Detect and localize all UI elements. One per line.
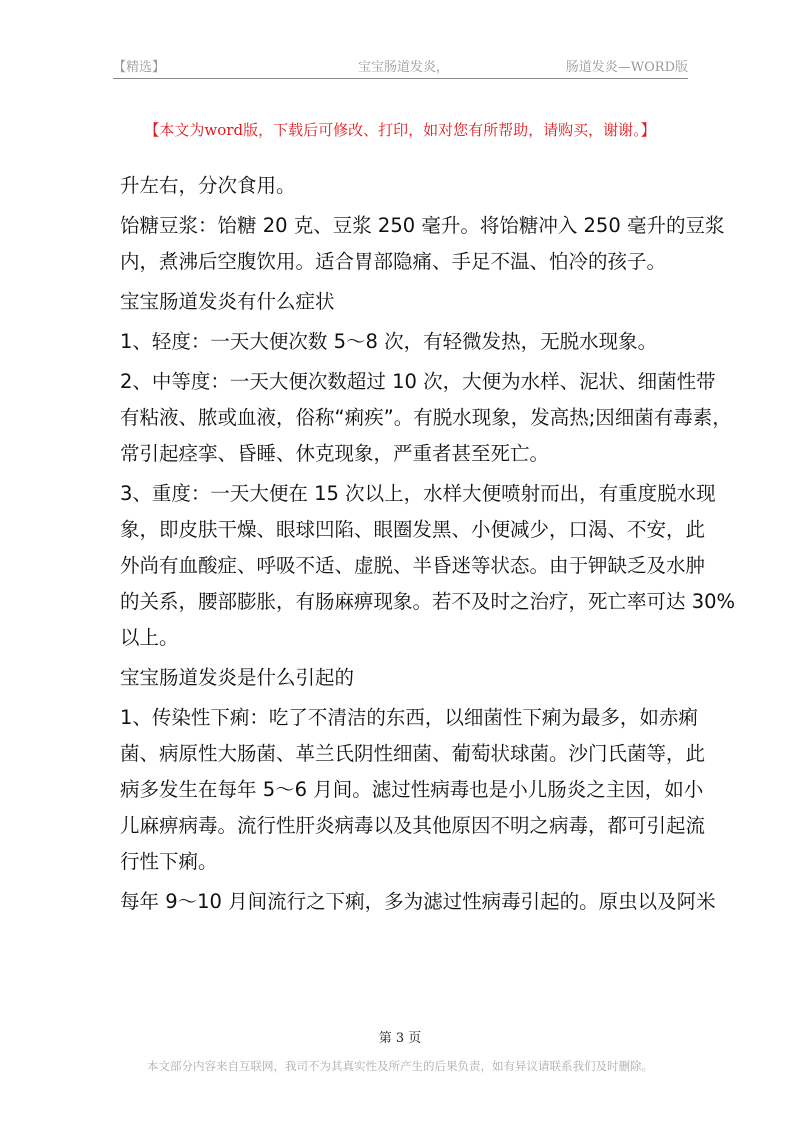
- page-header: [113, 56, 688, 76]
- header-right: 肠道发炎—WORD版: [565, 60, 688, 75]
- paragraph: [120, 324, 680, 360]
- text-line: 2、中等度：一天大便次数超过 10 次，大便为水样、泥状、细菌性带: [120, 370, 716, 393]
- text-line: 病多发生在每年 5～6 月间。滤过性病毒也是小儿肠炎之主因，如小: [120, 778, 704, 801]
- paragraph: [120, 284, 680, 320]
- document-body: [120, 168, 736, 920]
- text-line: 儿麻痹病毒。流行性肝炎病毒以及其他原因不明之病毒，都可引起流: [120, 814, 706, 837]
- header-divider: [113, 78, 688, 79]
- word-notice: 【本文为word版，下载后可修改、打印，如对您有所帮助，请购买，谢谢。】: [144, 121, 656, 139]
- text-line: 以上。: [120, 626, 179, 649]
- paragraph: [120, 884, 716, 920]
- page-number: 第 3 页: [378, 1031, 422, 1046]
- text-line: 常引起痉挛、昏睡、休克现象，严重者甚至死亡。: [120, 442, 550, 465]
- text-line: 1、传染性下痢：吃了不清洁的东西，以细菌性下痢为最多，如赤痢: [120, 706, 698, 729]
- text-line: 行性下痢。: [120, 850, 218, 873]
- paragraph: [120, 208, 725, 280]
- text-line: 有粘液、脓或血液，俗称“痢疾”。有脱水现象，发高热;因细菌有毒素，: [120, 406, 732, 429]
- header-left: 【精选】: [113, 60, 166, 75]
- text-line: 3、重度：一天大便在 15 次以上，水样大便喷射而出，有重度脱水现: [120, 482, 716, 505]
- text-line: 的关系，腰部膨胀，有肠麻痹现象。若不及时之治疗，死亡率可达 30%: [120, 590, 736, 613]
- text-line: 宝宝肠道发炎是什么引起的: [120, 666, 355, 689]
- text-line: 升左右，分次食用。: [120, 174, 296, 197]
- paragraph: [120, 364, 732, 472]
- paragraph: [120, 700, 706, 880]
- text-line: 外尚有血酸症、呼吸不适、虚脱、半昏迷等状态。由于钾缺乏及水肿: [120, 554, 706, 577]
- header-center: 宝宝肠道发炎，: [358, 60, 450, 75]
- text-line: 象，即皮肤干燥、眼球凹陷、眼圈发黑、小便减少，口渴、不安，此: [120, 518, 706, 541]
- text-line: 内，煮沸后空腹饮用。适合胃部隐痛、手足不温、怕冷的孩子。: [120, 250, 667, 273]
- text-line: 宝宝肠道发炎有什么症状: [120, 290, 335, 313]
- text-line: 1、轻度：一天大便次数 5～8 次，有轻微发热，无脱水现象。: [120, 330, 658, 353]
- text-line: 每年 9～10 月间流行之下痢，多为滤过性病毒引起的。原虫以及阿米: [120, 890, 716, 913]
- paragraph: [120, 476, 736, 656]
- paragraph: [120, 660, 680, 696]
- disclaimer-footer: 本文部分内容来自互联网，我司不为其真实性及所产生的后果负责，如有异议请联系我们及时删除。: [147, 1059, 653, 1073]
- paragraph: [120, 168, 680, 204]
- text-line: 菌、病原性大肠菌、革兰氏阴性细菌、葡萄状球菌。沙门氏菌等，此: [120, 742, 706, 765]
- text-line: 饴糖豆浆：饴糖 20 克、豆浆 250 毫升。将饴糖冲入 250 毫升的豆浆: [120, 214, 725, 237]
